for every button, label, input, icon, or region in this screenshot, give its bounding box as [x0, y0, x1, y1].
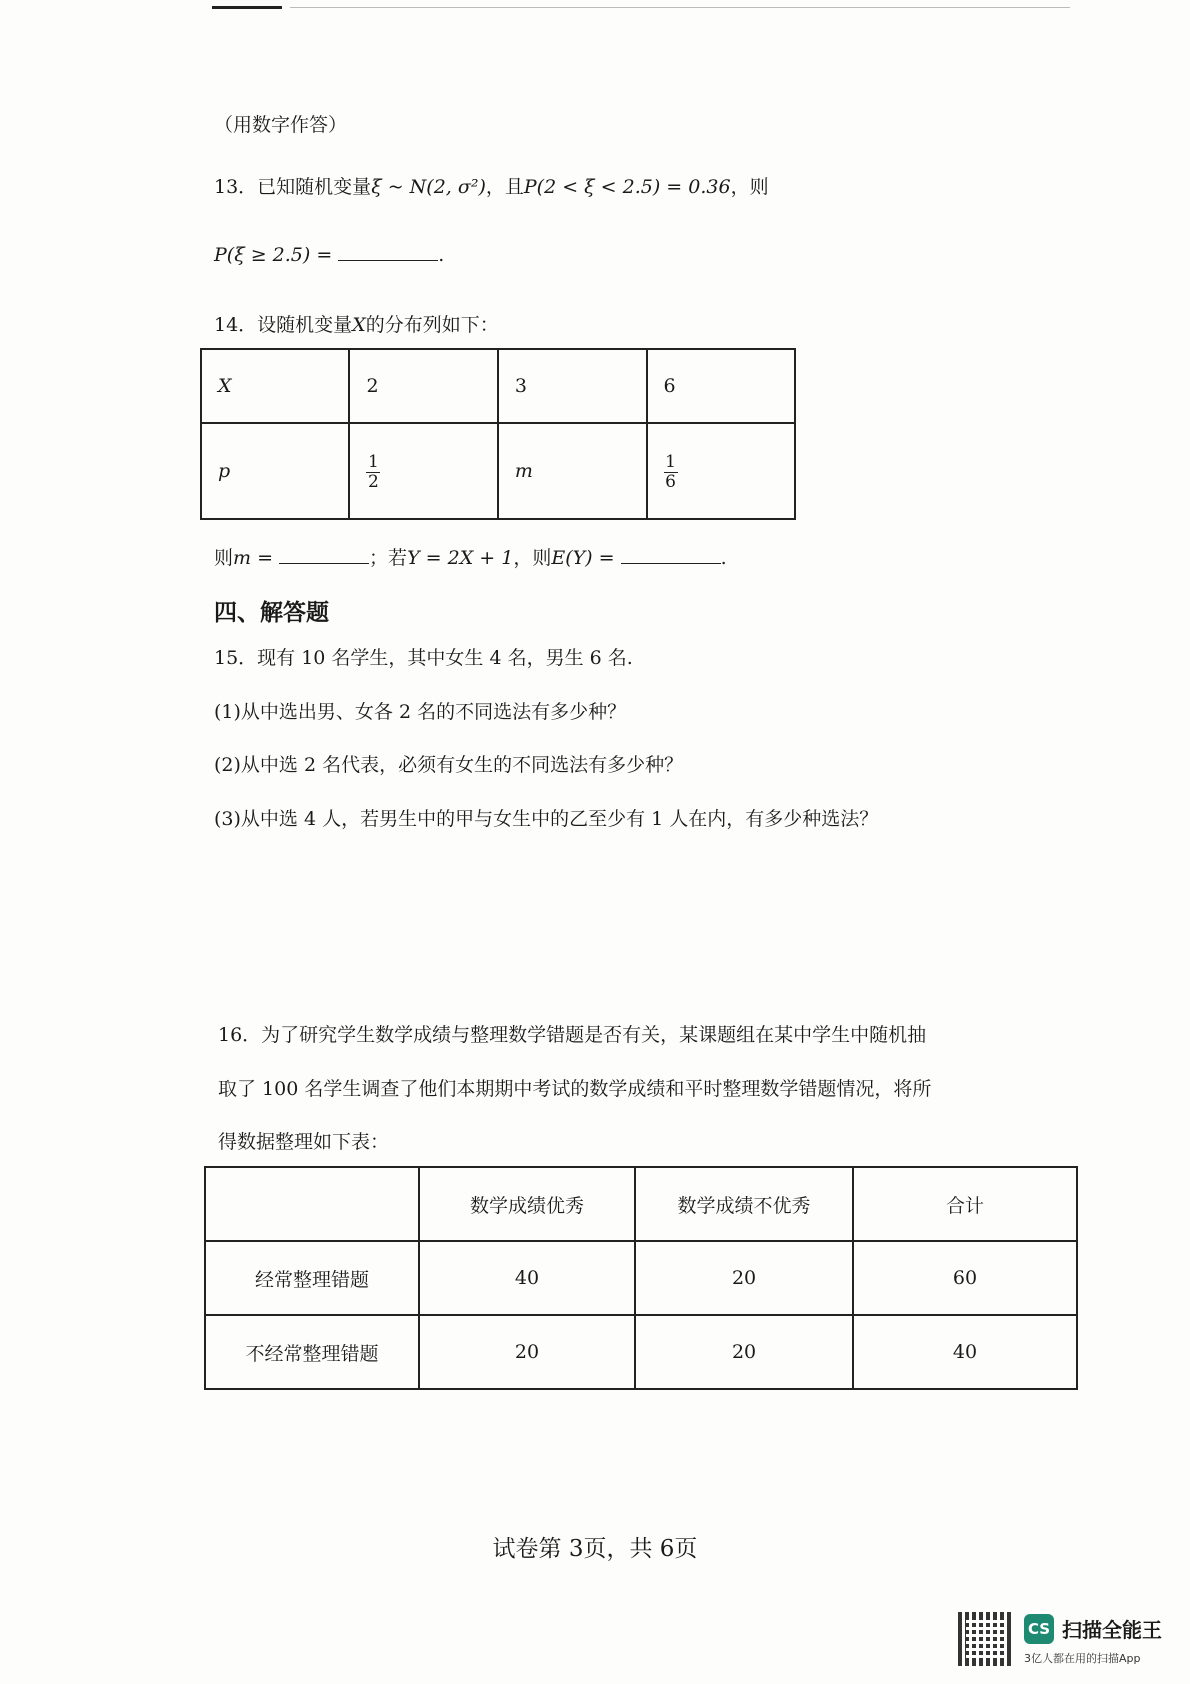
- section-heading: 四、解答题: [214, 600, 329, 626]
- table-cell: 20: [635, 1241, 853, 1315]
- q14-var: X: [352, 314, 366, 336]
- fraction: [664, 453, 678, 492]
- table-cell: X: [201, 349, 349, 423]
- q13-suffix: ，则: [730, 176, 769, 198]
- table-header-cell: 合计: [853, 1167, 1077, 1241]
- q14-m-blank[interactable]: [279, 545, 369, 564]
- table-row: [205, 1241, 1077, 1315]
- table-cell: 40: [853, 1315, 1077, 1389]
- table-cell: 60: [853, 1241, 1077, 1315]
- q13-answer-blank[interactable]: [338, 242, 438, 261]
- table-cell: 不经常整理错题: [205, 1315, 419, 1389]
- fraction: [366, 453, 380, 492]
- table-cell: 6: [647, 349, 796, 423]
- table-row: [205, 1167, 1077, 1241]
- table-header-cell: 数学成绩不优秀: [635, 1167, 853, 1241]
- q14-end: .: [720, 547, 727, 569]
- q13-query: P(ξ ≥ 2.5) =: [214, 244, 333, 266]
- question-13: [214, 172, 769, 199]
- frac-den: 6: [665, 472, 676, 492]
- scan-edge-line: [290, 7, 1070, 8]
- answer-note: （用数字作答）: [214, 114, 348, 136]
- table-cell: 3: [498, 349, 647, 423]
- table-cell: 2: [349, 349, 497, 423]
- question-14-answer-line: [214, 543, 727, 570]
- camscanner-logo-icon: CS: [1024, 1614, 1054, 1644]
- table-header-cell: 数学成绩优秀: [419, 1167, 635, 1241]
- q13-end: .: [438, 244, 445, 266]
- table-row: [205, 1315, 1077, 1389]
- question-14: [214, 310, 499, 337]
- frac-num: 1: [368, 452, 379, 472]
- table-cell: p: [201, 423, 349, 519]
- q14-then: 则: [214, 547, 234, 569]
- question-15-part-2: (2)从中选 2 名代表，必须有女生的不同选法有多少种？: [214, 754, 684, 776]
- table-row: [201, 423, 795, 519]
- question-16-line-2: 取了 100 名学生调查了他们本期期中考试的数学成绩和平时整理数学错题情况，将所: [218, 1078, 932, 1100]
- question-13-answer-line: [214, 242, 444, 266]
- frac-num: 1: [665, 452, 676, 472]
- q13-prefix: 13．已知随机变量: [214, 176, 372, 198]
- distribution-table: [200, 348, 796, 520]
- frac-den: 2: [368, 472, 379, 492]
- q14-suffix: 的分布列如下：: [365, 314, 499, 336]
- qr-code-icon: [958, 1612, 1012, 1666]
- question-15-part-1: (1)从中选出男、女各 2 名的不同选法有多少种？: [214, 701, 627, 723]
- scanner-brand-name: 扫描全能王: [1062, 1618, 1162, 1642]
- question-15-part-3: (3)从中选 4 人，若男生中的甲与女生中的乙至少有 1 人在内，有多少种选法？: [214, 808, 879, 830]
- table-cell: [349, 423, 497, 519]
- table-cell: [647, 423, 796, 519]
- question-16-line-1: 16．为了研究学生数学成绩与整理数学错题是否有关，某课题组在某中学生中随机抽: [218, 1024, 927, 1046]
- question-16-line-3: 得数据整理如下表：: [218, 1131, 390, 1153]
- q13-condition: P(2 < ξ < 2.5) = 0.36: [523, 176, 731, 198]
- scanner-tagline: 3亿人都在用的扫描App: [1024, 1652, 1141, 1665]
- table-cell: 20: [635, 1315, 853, 1389]
- scan-edge-mark: [212, 6, 282, 9]
- q14-comma: ，则: [513, 547, 552, 569]
- q14-m-eq: m =: [233, 547, 273, 569]
- question-15-stem: 15．现有 10 名学生，其中女生 4 名，男生 6 名.: [214, 647, 633, 669]
- q13-distribution: ξ ~ N(2, σ²): [371, 176, 486, 198]
- table-cell: 40: [419, 1241, 635, 1315]
- q13-mid: ，且: [485, 176, 524, 198]
- table-cell: m: [498, 423, 647, 519]
- contingency-table: [204, 1166, 1078, 1390]
- table-row: [201, 349, 795, 423]
- table-cell: 20: [419, 1315, 635, 1389]
- page-footer: 试卷第 3页，共 6页: [492, 1536, 698, 1562]
- q14-y-def: Y = 2X + 1: [407, 547, 514, 569]
- q14-ey-blank[interactable]: [621, 545, 721, 564]
- table-cell: 经常整理错题: [205, 1241, 419, 1315]
- table-header-cell: [205, 1167, 419, 1241]
- q14-ey: E(Y) =: [551, 547, 615, 569]
- q14-sep: ；若: [369, 547, 408, 569]
- q14-prefix: 14．设随机变量: [214, 314, 353, 336]
